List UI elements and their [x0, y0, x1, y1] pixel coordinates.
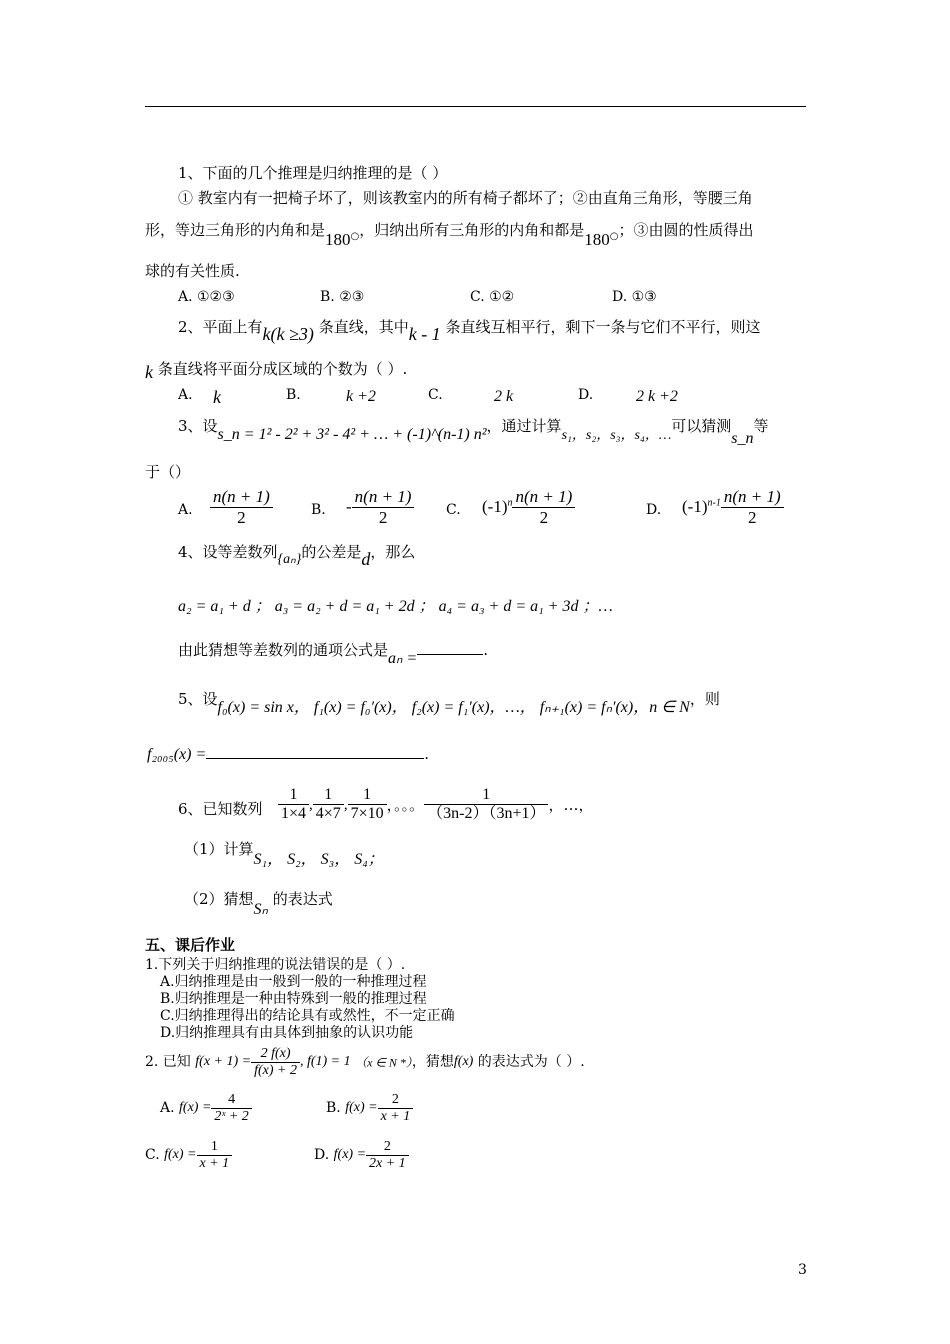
hw-q1-option-a: A.归纳推理是由一般到一般的一种推理过程: [160, 974, 427, 990]
q6-sub1: （1）计算S₁， S₂， S₃， S₄；: [184, 840, 384, 868]
q2-option-c-value: 2 k: [494, 388, 514, 405]
hw-q1-option-d: D.归纳推理具有由具体到抽象的认识功能: [160, 1025, 414, 1041]
q4-guess: 由此猜想等差数列的通项公式是aₙ = .: [178, 641, 488, 667]
q3-option-c-frac: $(-1)^n$ $\frac{n(n + 1)}{2}$: [482, 487, 575, 527]
q2-option-d-label: D.: [578, 387, 594, 403]
q2-option-a-value: k: [213, 387, 221, 407]
q3-option-a-label: A.: [178, 502, 193, 518]
hw-q2-option-c: C. f(x) = $\frac{1}{x + 1}$: [145, 1139, 232, 1172]
q3-option-d-label: D.: [646, 502, 662, 518]
q1-option-d: D. ①③: [612, 289, 657, 305]
q2-option-b-label: B.: [286, 387, 301, 403]
q3-option-a-frac: $\frac{n(n + 1)}{2}$: [210, 487, 273, 527]
q2-line2: k 条直线将平面分成区域的个数为（ ）.: [145, 360, 408, 382]
q1-option-a: A. ①②③: [178, 289, 235, 305]
q3-stem: 3、设s_n = 1² - 2² + 3² - 4² + … + (-1)^(n-1) n²，通过计算s₁，s₂，s₃，s₄，…可以猜测s_n等: [178, 417, 769, 447]
q1-body-1: ① 教室内有一把椅子坏了，则该教室内的所有椅子都坏了；②由直角三角形，等腰三角: [178, 189, 753, 207]
q4-equations: a₂ = a₁ + d ； a₃ = a₂ + d = a₁ + 2d ； a₄ = a₃ + d = a₁ + 3d ；…: [178, 598, 613, 615]
q1-body-3: 球的有关性质.: [145, 262, 240, 280]
page-number: 3: [798, 1262, 807, 1278]
q2-option-c-label: C.: [428, 387, 443, 403]
q3-option-b-frac: - $\frac{n(n + 1)}{2}$: [346, 487, 414, 527]
q1-stem: 1、下面的几个推理是归纳推理的是（ ）: [178, 164, 448, 182]
q3-line2: 于（）: [145, 463, 191, 481]
hw-q2-option-d: D. f(x) = $\frac{2}{2x + 1}$: [314, 1139, 409, 1172]
q1-option-c: C. ①②: [470, 289, 515, 305]
q2-option-b-value: k +2: [346, 388, 376, 405]
header-rule: [145, 106, 806, 107]
q2-stem: 2、平面上有k(k ≥3) 条直线，其中k - 1 条直线互相平行，剩下一条与它们不平行，则这: [178, 318, 761, 344]
hw-q2-option-b: B. f(x) = $\frac{2}{x + 1}$: [326, 1092, 413, 1125]
hw-q1-option-c: C.归纳推理得出的结论具有或然性，不一定正确: [160, 1008, 455, 1024]
q2-option-d-value: 2 k +2: [636, 388, 678, 405]
homework-title: 五、课后作业: [145, 936, 236, 954]
q5-target: f₂₀₀₅(x) = .: [147, 745, 430, 763]
q3-option-b-label: B.: [311, 502, 326, 518]
q6-fractions: $\frac{1}{1\times 4}$ , $\frac{1}{4\times 7}$ , $\frac{1}{7\times 10}$ ，。。。 $\frac{1}{(3n-2)(3n+1)}$ ，…，: [278, 786, 593, 824]
q3-option-d-frac: $(-1)^{n-1}$ $\frac{n(n + 1)}{2}$: [682, 487, 784, 527]
q6-sub2: （2）猜想Sₙ 的表达式: [184, 890, 333, 918]
hw-q2-option-a: A. f(x) = $\frac{4}{\text{2ˣ + 2}}$: [160, 1092, 252, 1125]
q3-option-c-label: C.: [446, 502, 461, 518]
q1-body-2: 形，等边三角形的内角和是$180_○$，归纳出所有三角形的内角和都是$180_○$；③由圆的性质得出: [145, 221, 754, 249]
q2-option-a-label: A.: [178, 387, 193, 403]
q6-stem: 6、已知数列: [178, 800, 263, 818]
hw-q1-option-b: B.归纳推理是一种由特殊到一般的推理过程: [160, 991, 427, 1007]
q1-option-b: B. ②③: [320, 289, 365, 305]
hw-q1: 1.下列关于归纳推理的说法错误的是（ ）.: [145, 957, 406, 973]
q5-stem: 5、设f₀(x) = sin x， f₁(x) = f₀′(x)， f₂(x) = f₁′(x)，…， fₙ₊₁(x) = fₙ′(x)，n ∈ N，则: [178, 690, 720, 716]
q4-stem: 4、设等差数列{aₙ}的公差是d，那么: [178, 543, 416, 569]
hw-q2: 2. 已知 f(x + 1) = $\frac{2 f(x)}{f(x) + 2}$ , f(1) = 1 （x ∈ N *），猜想f(x) 的表达式为（ ）.: [145, 1046, 585, 1079]
